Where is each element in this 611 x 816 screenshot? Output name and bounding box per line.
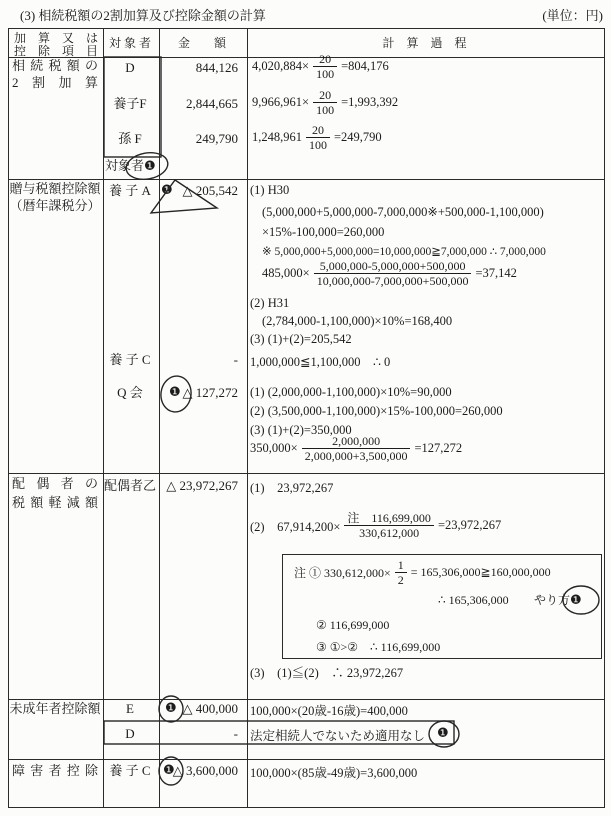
column-divider <box>247 29 248 807</box>
row-divider <box>9 473 604 474</box>
calc-line: (2) (3,500,000-1,100,000)×15%-100,000=260,000 <box>250 404 503 418</box>
calc-line: (1) H30 <box>250 183 290 197</box>
person-cell: 養 子 C <box>109 352 151 367</box>
section-disability-label: 障害者控除 <box>12 763 98 778</box>
section-gift-label: 贈与税額控除額 <box>9 181 101 196</box>
calc-line: 9,966,961× $\frac{20}{100}$ =1,993,392 <box>252 88 399 118</box>
calc-line: 法定相続人でないため適用なし <box>250 729 426 743</box>
person-cell: E <box>126 701 134 716</box>
section-gift-label2: （暦年課税分） <box>9 198 101 213</box>
person-cell: D <box>125 726 135 741</box>
calc-line: ×15%-100,000=260,000 <box>262 225 385 239</box>
handwritten-target-note: 対象者❶ <box>105 158 156 174</box>
unit-label: (単位：円) <box>542 8 603 23</box>
amount-cell: △ 205,542 <box>182 183 238 198</box>
calc-line: (1) 23,972,267 <box>250 481 334 495</box>
handwritten-method-note: やり方❶ <box>534 593 582 608</box>
amount-cell: △ 400,000 <box>182 701 238 716</box>
calc-line: (2,784,000-1,100,000)×10%=168,400 <box>262 314 453 328</box>
note-line: 注 ① 330,612,000× $\frac{1}{2}$ = 165,306,000≧160,000,000 <box>294 558 551 588</box>
section-surcharge-label: 相続税額の <box>12 58 98 73</box>
calc-line: (1) (2,000,000-1,100,000)×10%=90,000 <box>250 385 452 399</box>
person-cell: 養子F <box>113 96 147 111</box>
calc-line: (3) (1)≦(2) ∴ 23,972,267 <box>250 666 404 680</box>
header-amount: 金 額 <box>177 36 226 50</box>
number-1-badge: ❶ <box>163 763 175 778</box>
calc-line: 1,000,000≦1,100,000 ∴ 0 <box>250 355 391 369</box>
person-cell: D <box>125 60 135 75</box>
note-line: ③ ①>② ∴ 116,699,000 <box>316 640 441 654</box>
person-cell: 孫 F <box>118 131 142 146</box>
calc-line: (2) H31 <box>250 296 290 310</box>
calc-line: (5,000,000+5,000,000-7,000,000※+500,000-1,100,000) <box>262 205 544 219</box>
calc-line: (3) (1)+(2)=205,542 <box>250 332 352 346</box>
amount-cell: 249,790 <box>195 131 238 146</box>
person-cell: Q 会 <box>117 385 143 400</box>
calc-line: 4,020,884× $\frac{20}{100}$ =804,176 <box>252 52 389 82</box>
person-cell: 配偶者乙 <box>103 478 156 493</box>
calc-line: 485,000× $\frac{5,000,000-5,000,000+500,000}{10,000,000-7,000,000+500,000}$ =37,142 <box>262 259 517 289</box>
amount-cell: △ 127,272 <box>182 385 238 400</box>
amount-cell: - <box>233 726 238 741</box>
number-1-badge: ❶ <box>165 701 177 716</box>
header-item-line1: 加算又は <box>14 31 98 45</box>
number-1-badge: ❶ <box>570 593 582 608</box>
calc-line: ※ 5,000,000+5,000,000=10,000,000≧7,000,000 ∴ 7,000,000 <box>262 246 546 258</box>
section-surcharge-label2: 2割加算 <box>12 75 98 90</box>
row-divider <box>9 179 604 180</box>
row-divider <box>9 759 604 760</box>
number-1-badge: ❶ <box>144 159 156 174</box>
number-1-badge: ❶ <box>169 385 181 400</box>
row-divider <box>9 699 604 700</box>
section-spouse-label: 配偶者の <box>12 476 98 491</box>
page-title: (3) 相続税額の2割加算及び控除金額の計算 <box>20 8 266 23</box>
amount-cell: 844,126 <box>195 60 238 75</box>
number-1-badge: ❶ <box>161 183 173 198</box>
amount-cell: △ 23,972,267 <box>166 478 238 493</box>
calc-line: 100,000×(20歳-16歳)=400,000 <box>250 704 408 718</box>
calc-line: 100,000×(85歳-49歳)=3,600,000 <box>250 766 418 780</box>
header-target: 対 象 者 <box>108 36 151 50</box>
number-1-badge: ❶ <box>437 726 449 741</box>
amount-cell: 2,844,665 <box>186 96 238 111</box>
header-item-line2: 控除項目 <box>14 44 98 58</box>
calc-line: 1,248,961 $\frac{20}{100}$ =249,790 <box>252 123 382 153</box>
note-line: ∴ 165,306,000 <box>438 593 509 607</box>
amount-cell: - <box>233 352 238 367</box>
amount-cell: △ 3,600,000 <box>172 763 238 778</box>
note-line: ② 116,699,000 <box>316 618 390 632</box>
calc-line: (3) (1)+(2)=350,000 <box>250 423 352 437</box>
person-cell: 養 子 C <box>109 763 151 778</box>
person-cell: 養 子 A <box>109 183 151 198</box>
calc-line: (2) 67,914,200× $\frac{\text{注 116,699,000}}{330,612,000}$ =23,972,267 <box>250 511 502 541</box>
header-process: 計 算 過 程 <box>382 36 467 50</box>
section-spouse-label2: 税額軽減額 <box>12 495 98 510</box>
calc-line: 350,000× $\frac{2,000,000}{2,000,000+3,500,000}$ =127,272 <box>250 434 463 464</box>
section-minor-label: 未成年者控除額 <box>9 701 101 716</box>
